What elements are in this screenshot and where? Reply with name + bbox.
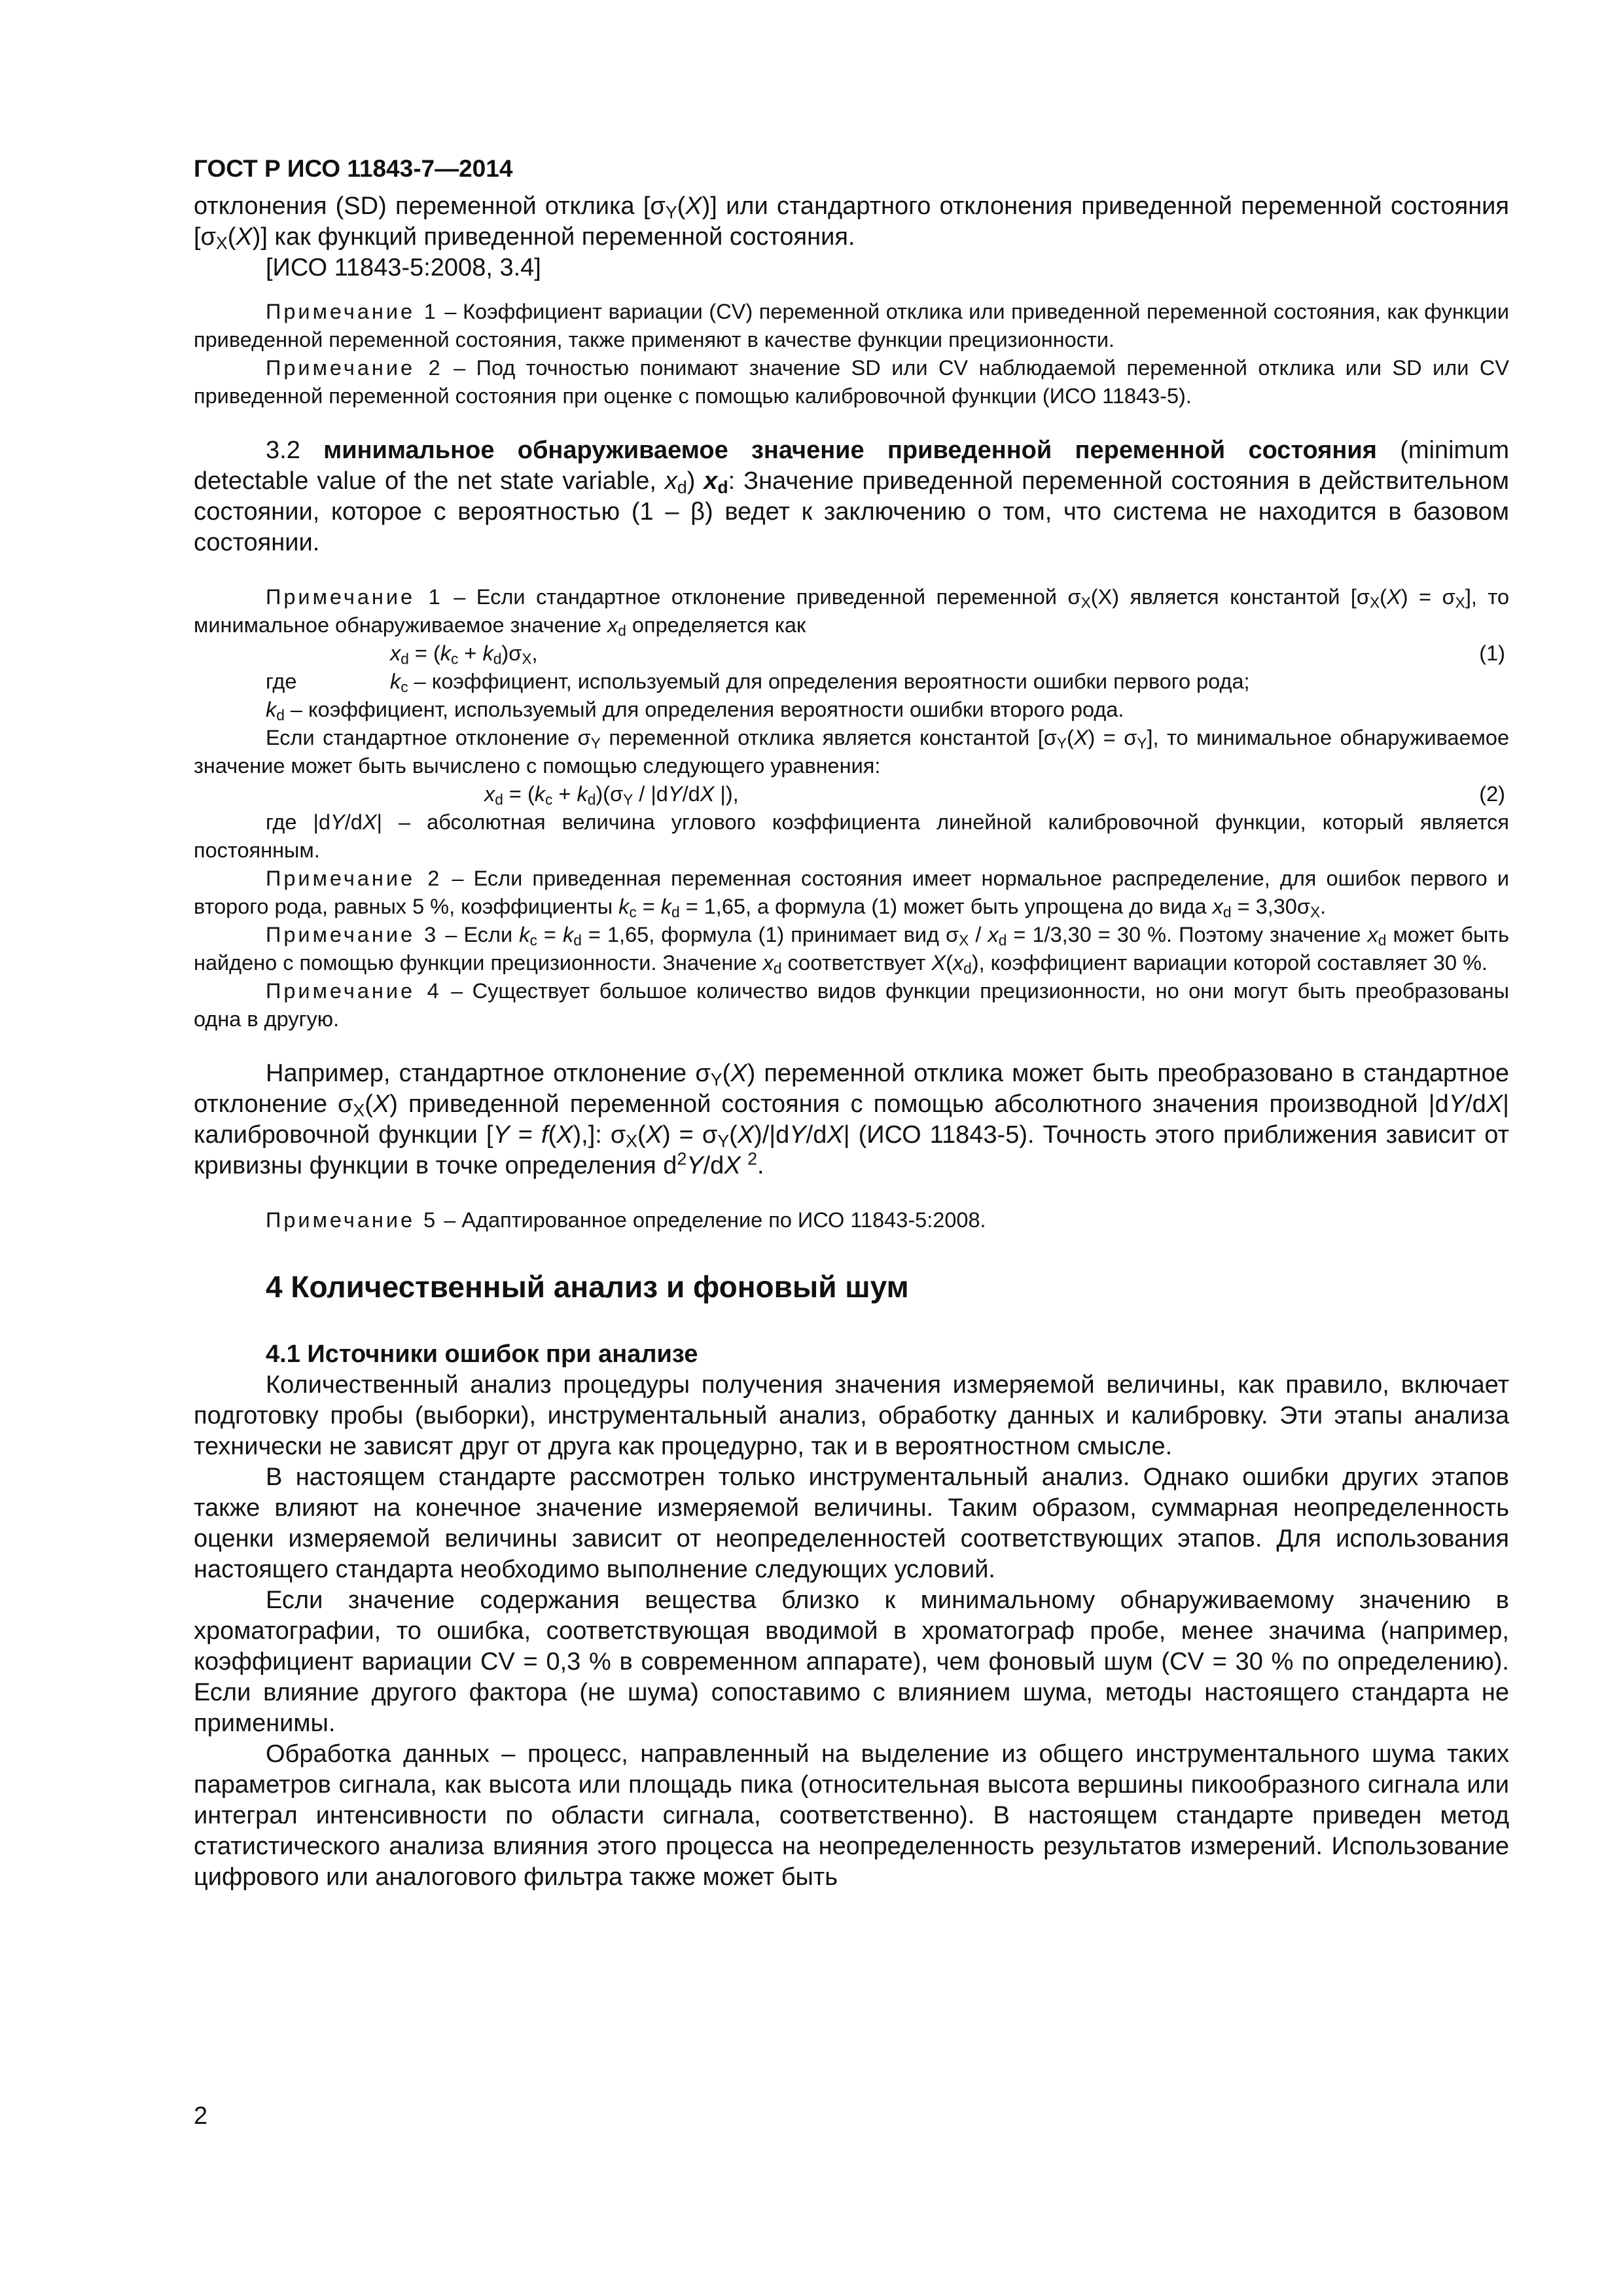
section-4-1-paragraph-4: Обработка данных – процесс, направленный на выделение из общего инструментального шума таких параметров сигнала, как высота или площадь пика (относительная высота вершины пикообразного сигнала или интеграл интенсивности по области сигнала, соответственно). В настоящем стандарте приведен метод статистического анализа влияния этого процесса на неопределенность результатов измерений. Использование цифрового или аналогового фильтра также может быть (194, 1740, 1509, 1891)
note-label: Примечание 3 (266, 923, 439, 946)
note-3-2-4: Примечание 4 – Существует большое количество видов функции прецизионности, но они могут быть преобразованы одна в другую. (194, 979, 1509, 1031)
note-3-2-1: Примечание 1 – Если стандартное отклонение приведенной переменной $\sigma_X(X)$ является константой $[\sigma_X(X) = \sigma_X]$, то минимальное обнаруживаемое значение $x_d$ определяется как (194, 585, 1510, 639)
definition-term: минимальное обнаруживаемое значение приведенной переменной состояния (323, 437, 1377, 464)
note-label: Примечание 4 (266, 979, 442, 1003)
section-4-1-paragraph-3: Если значение содержания вещества близко к минимальному обнаруживаемому значению в хроматографии, то ошибка, соответствующая вводимой в хроматограф пробе, менее значима (например, коэффициент вариации CV = 0,3 % в современном аппарате), чем фоновый шум (CV = 30 % по определению). Если влияние другого фактора (не шума) сопоставимо с влиянием шума, методы настоящего стандарта не применимы. (194, 1587, 1509, 1737)
formula-2: $x_d = (k_c + k_d)(\sigma_Y / |dY/dX$ |), (2) (194, 780, 1509, 808)
note-3-2-3: Примечание 3 – Если $k_c = k_d = 1,65$, формула (1) принимает вид $\sigma_X / x_d = 1/3,30 = 30$ %. Поэтому значение $x_d$ может быть найдено с помощью функции прецизионности. Значение $x_d$ соответствует $X(x_d)$, коэффициент вариации которой составляет 30 %. (194, 923, 1509, 977)
formula-number: (1) (1479, 641, 1505, 665)
note-label: Примечание 1 (266, 300, 438, 323)
document-header: ГОСТ Р ИСО 11843-7—2014 (194, 155, 513, 182)
reference: [ИСО 11843-5:2008, 3.4] (266, 254, 541, 281)
note-3-2-1-continuation: Если стандартное отклонение $\sigma_Y$ переменной отклика является константой $[\sigma_Y(X) = \sigma_Y]$, то минимальное обнаруживаемое значение может быть вычислено с помощью следующего уравнения: (194, 726, 1510, 778)
section-4-heading: 4 Количественный анализ и фоновый шум (266, 1270, 909, 1304)
note-label: Примечание 2 (266, 356, 443, 380)
where-kd: $k_d$ – коэффициент, используемый для определения вероятности ошибки второго рода. (266, 698, 1124, 724)
section-4-1-heading: 4.1 Источники ошибок при анализе (266, 1340, 698, 1368)
section-4-1-paragraph-2: В настоящем стандарте рассмотрен только инструментальный анализ. Однако ошибки других этапов также влияют на конечное значение измеряемой величины. Таким образом, суммарная неопределенность оценки измеряемой величины зависит от неопределенностей соответствующих этапов. Для использования настоящего стандарта необходимо выполнение следующих условий. (194, 1463, 1509, 1583)
page-number: 2 (194, 2102, 208, 2130)
note-1: Примечание 1 – Коэффициент вариации (CV) переменной отклика или приведенной переменной состояния, как функции приведенной переменной состояния, также применяют в качестве функции прецизионности. (194, 300, 1509, 351)
section-4-1-paragraph-1: Количественный анализ процедуры получения значения измеряемой величины, как правило, включает подготовку пробы (выборки), инструментальный анализ, обработку данных и калибровку. Эти этапы анализа технически не зависят друг от друга как процедурно, так и в вероятностном смысле. (194, 1371, 1509, 1460)
note-5: Примечание 5 – Адаптированное определение по ИСО 11843-5:2008. (266, 1208, 986, 1232)
formula-number: (2) (1479, 782, 1505, 806)
note-label: Примечание 2 (266, 867, 442, 890)
paragraph-continuation: отклонения (SD) переменной отклика $[\sigma_Y(X)]$ или стандартного отклонения приведенной переменной состояния $[\sigma_X(X)]$ как функций приведенной переменной состояния. (194, 192, 1509, 253)
note-2: Примечание 2 – Под точностью понимают значение SD или CV наблюдаемой переменной отклика или SD или CV приведенной переменной состояния при оценке с помощью калибровочной функции (ИСО 11843-5). (194, 356, 1509, 408)
note-3-2-2: Примечание 2 – Если приведенная переменная состояния имеет нормальное распределение, для ошибок первого и второго рода, равных 5 %, коэффициенты $k_c = k_d = 1,65$, а формула (1) может быть упрощена до вида $x_d = 3,30\sigma_X$. (194, 867, 1510, 921)
where-slope: где |dY/dX| – абсолютная величина углового коэффициента линейной калибровочной функции, который является постоянным. (194, 810, 1509, 862)
document-page (194, 154, 1509, 1893)
note-label: Примечание 1 (266, 585, 443, 609)
example-paragraph: Например, стандартное отклонение $\sigma_Y(X)$ переменной отклика может быть преобразовано в стандартное отклонение $\sigma_X(X)$ приведенной переменной состояния с помощью абсолютного значения производной |dY/dX| калибровочной функции [Y = f(X),]: $\sigma_X(X) = \sigma_Y(X)/|dY/dX|$ (ИСО 11843-5). Точность этого приближения зависит от кривизны функции в точке определения $d^2Y/dX$ $^2$. (194, 1060, 1509, 1179)
note-label: Примечание 5 (266, 1208, 438, 1232)
definition-3-2: 3.2 минимальное обнаруживаемое значение приведенной переменной состояния (minimum detectable value of the net state variable, $x_d$) $x_d$: Значение приведенной переменной состояния в действительном состоянии, которое с вероятностью (1 – β) ведет к заключению о том, что система не находится в базовом состоянии. (194, 437, 1510, 556)
where-kc: где $k_c$ – коэффициент, используемый для определения вероятности ошибки первого рода; (266, 670, 1250, 696)
formula-1: $x_d = (k_c + k_d)\sigma_X$, (1) (194, 639, 1509, 668)
